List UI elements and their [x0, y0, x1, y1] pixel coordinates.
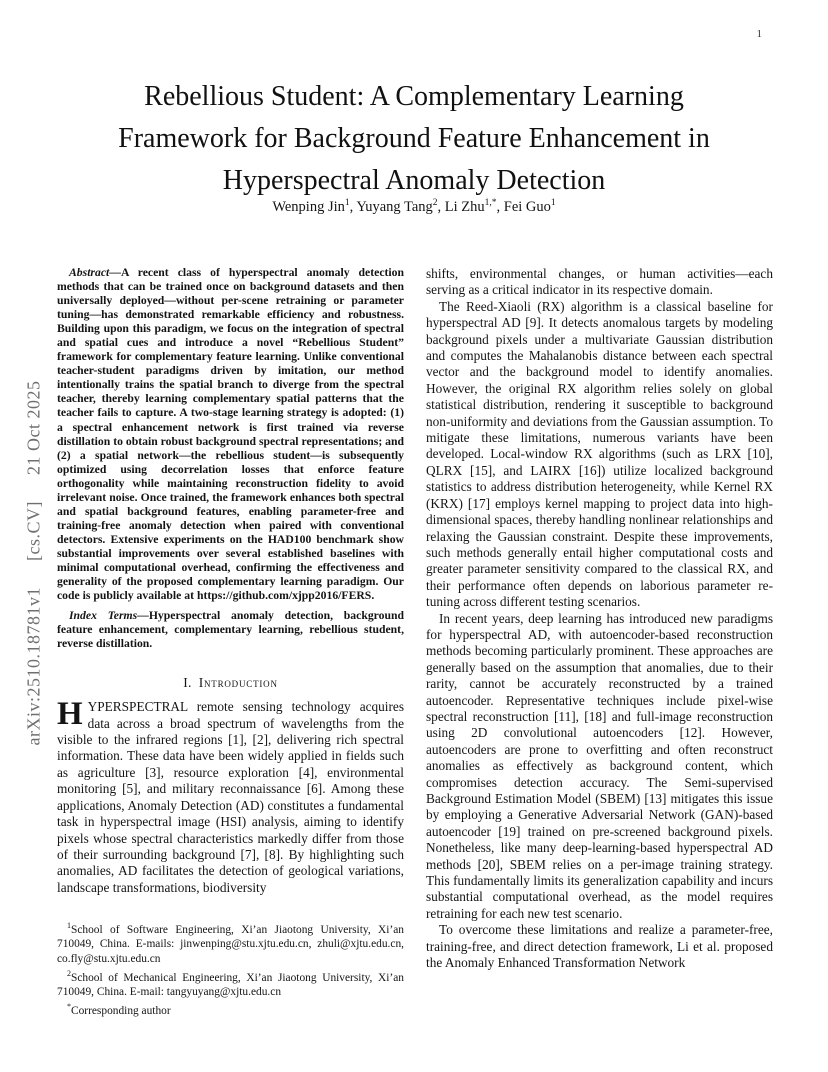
author-name: , Yuyang Tang [349, 198, 433, 215]
github-link[interactable]: https://github.com/xjpp2016/FERS [196, 589, 372, 603]
abstract-text-end: . [371, 589, 375, 603]
body-paragraph: The Reed-Xiaoli (RX) algorithm is a classical baseline for hyperspectral AD [9]. It detects anomalous targets by modeling background pixels under a multivariate Gaussian distribution and computes the Mahalanobis distance between each spectral vector and the background model to identify anomalies. However, the original RX algorithm relies solely on global statistical distribution, rendering it susceptible to background non-uniformity and deviations from the Gaussian assumption. To mitigate these limitations, numerous variants have been developed. Local-window RX algorithms (such as LRX [10], QLRX [15], and LAIRX [16]) utilize localized background statistics to address distribution heterogeneity, while Kernel RX (KRX) [17] employs kernel mapping to project data into high-dimensional spaces, thereby handling nonlinear relationships and relaxing the Gaussian constraint. Despite these improvements, such methods generally entail higher computational costs and greater parameter sensitivity compared to the classical RX, and their performance often depends on laborious parameter re-tuning across different testing scenarios. [426, 298, 773, 610]
abstract-paragraph [57, 266, 404, 603]
author-name: Wenping Jin [272, 198, 345, 215]
two-column-body [57, 266, 773, 1018]
footnotes-block [57, 919, 404, 1018]
footnote-mark: 1 [67, 921, 71, 931]
page-number: 1 [756, 28, 762, 40]
body-paragraph: shifts, environmental changes, or human activities—each serving as a critical indicator in its respective domain. [426, 266, 773, 298]
index-terms-label: Index Terms [69, 609, 138, 623]
section-number: I. [183, 675, 192, 691]
author-name: , Fei Guo [496, 198, 551, 215]
index-terms-paragraph [57, 609, 404, 651]
author-affiliation-mark: 2 [432, 198, 438, 208]
section-heading-introduction [57, 675, 404, 691]
section-title: Introduction [198, 675, 278, 691]
footnote-corresponding-author [57, 1000, 404, 1018]
title-line-3: Hyperspectral Anomaly Detection [222, 165, 606, 196]
arxiv-watermark [24, 381, 45, 746]
body-paragraph: In recent years, deep learning has introduced new paradigms for hyperspectral AD, with autoencoder-based reconstruction methods becoming particularly prominent. These approaches are generally based on the assumption that anomalies, due to their rarity, cannot be accurately reconstructed by a trained autoencoder. Representative techniques include pixel-wise spectral reconstruction [11], [18] and full-image reconstruction using 2D convolutional autoencoders [12]. However, autoencoders are prone to overfitting and often reconstruct anomalies as effectively as background content, which compromises detection accuracy. The Semi-supervised Background Estimation Model (SBEM) [13] mitigates this issue by employing a Generative Adversarial Network (GAN)-based autoencoder [19] trained on pre-screened background pixels. Nonetheless, like many deep-learning-based hyperspectral AD methods [20], SBEM relies on a per-image training strategy. This fundamentally limits its generalization capability and incurs substantial computational overhead, as the model requires retraining for each new test scenario. [426, 610, 773, 921]
paper-title [0, 76, 828, 202]
index-terms-text: —Hyperspectral anomaly detection, background feature enhancement, complementary learning, rebellious student, reverse distillation. [57, 609, 404, 651]
drop-cap: H [57, 696, 83, 733]
footnote-affiliation-1 [57, 919, 404, 967]
footnote-mark: 2 [67, 968, 71, 978]
footnote-text: Corresponding author [71, 1004, 171, 1017]
body-paragraph: To overcome these limitations and realize a parameter-free, training-free, and direct detection framework, Li et al. proposed the Anomaly Enhanced Transformation Network [426, 922, 773, 971]
introduction-text: YPERSPECTRAL remote sensing technology acquires data across a broad spectrum of wavelengths from the visible to the infrared regions [1], [2], delivering rich spectral information. These data have been widely applied in fields such as agriculture [3], resource exploration [4], environmental monitoring [5], and military reconnaissance [6]. Among these applications, Anomaly Detection (AD) constitutes a fundamental task in hyperspectral image (HSI) analysis, aiming to identify pixels whose spectral characteristics markedly differ from those of their surrounding background [7], [8]. By highlighting such anomalies, AD facilitates the detection of geological variations, landscape transformations, biodiversity [57, 699, 404, 895]
footnote-text: School of Software Engineering, Xi’an Jiaotong University, Xi’an 710049, China. E-mails: jinwenping@stu.xjtu.edu.cn, zhuli@xjtu.edu.cn, co.fly@stu.xjtu.edu.cn [57, 923, 404, 966]
abstract-text: —A recent class of hyperspectral anomaly detection methods that can be trained once on background datasets and then universally deployed—without per-scene retraining or parameter tuning—has demonstrated remarkable efficiency and robustness. Building upon this paradigm, we focus on the integration of spectral and spatial cues and introduce a novel “Rebellious Student” framework for complementary feature learning. Unlike conventional teacher-student paradigms driven by imitation, our method intentionally trains the spatial branch to diverge from the spectral teacher, thereby learning complementary spatial patterns that the teacher fails to capture. A two-stage learning strategy is adopted: (1) a spectral enhancement network is first trained via reverse distillation to obtain robust background spectral representations; and (2) a spatial network—the rebellious student—is subsequently optimized using decorrelation losses that enforce feature orthogonality while maintaining reconstruction fidelity to avoid irrelevant noise. Once trained, the framework enhances both spectral and spatial background features, enabling parameter-free and training-free anomaly detection when paired with conventional detectors. Extensive experiments on the HAD100 benchmark show substantial improvements over several established baselines with minimal computational overhead, confirming the effectiveness and generality of the proposed complementary learning paradigm. Our code is publicly available at [57, 266, 404, 603]
footnote-mark: * [67, 1001, 71, 1011]
author-affiliation-mark: 1,* [484, 198, 497, 208]
introduction-paragraph [57, 696, 404, 896]
abstract-label: Abstract [69, 266, 110, 279]
footnote-text: School of Mechanical Engineering, Xi’an Jiaotong University, Xi’an 710049, China. E-mail: tangyuyang@xjtu.edu.cn [57, 971, 404, 999]
left-column [57, 266, 404, 1018]
author-affiliation-mark: 1 [550, 198, 556, 208]
author-line [0, 198, 828, 216]
author-name: , Li Zhu [437, 198, 485, 215]
arxiv-date: 21 Oct 2025 [23, 380, 44, 476]
right-column [426, 266, 773, 1018]
title-line-2: Framework for Background Feature Enhancement in [118, 123, 710, 154]
arxiv-id: arXiv:2510.18781v1 [23, 587, 44, 746]
title-line-1: Rebellious Student: A Complementary Learning [144, 81, 684, 112]
footnote-affiliation-2 [57, 967, 404, 1000]
arxiv-category: [cs.CV] [23, 501, 44, 562]
author-affiliation-mark: 1 [344, 198, 350, 208]
